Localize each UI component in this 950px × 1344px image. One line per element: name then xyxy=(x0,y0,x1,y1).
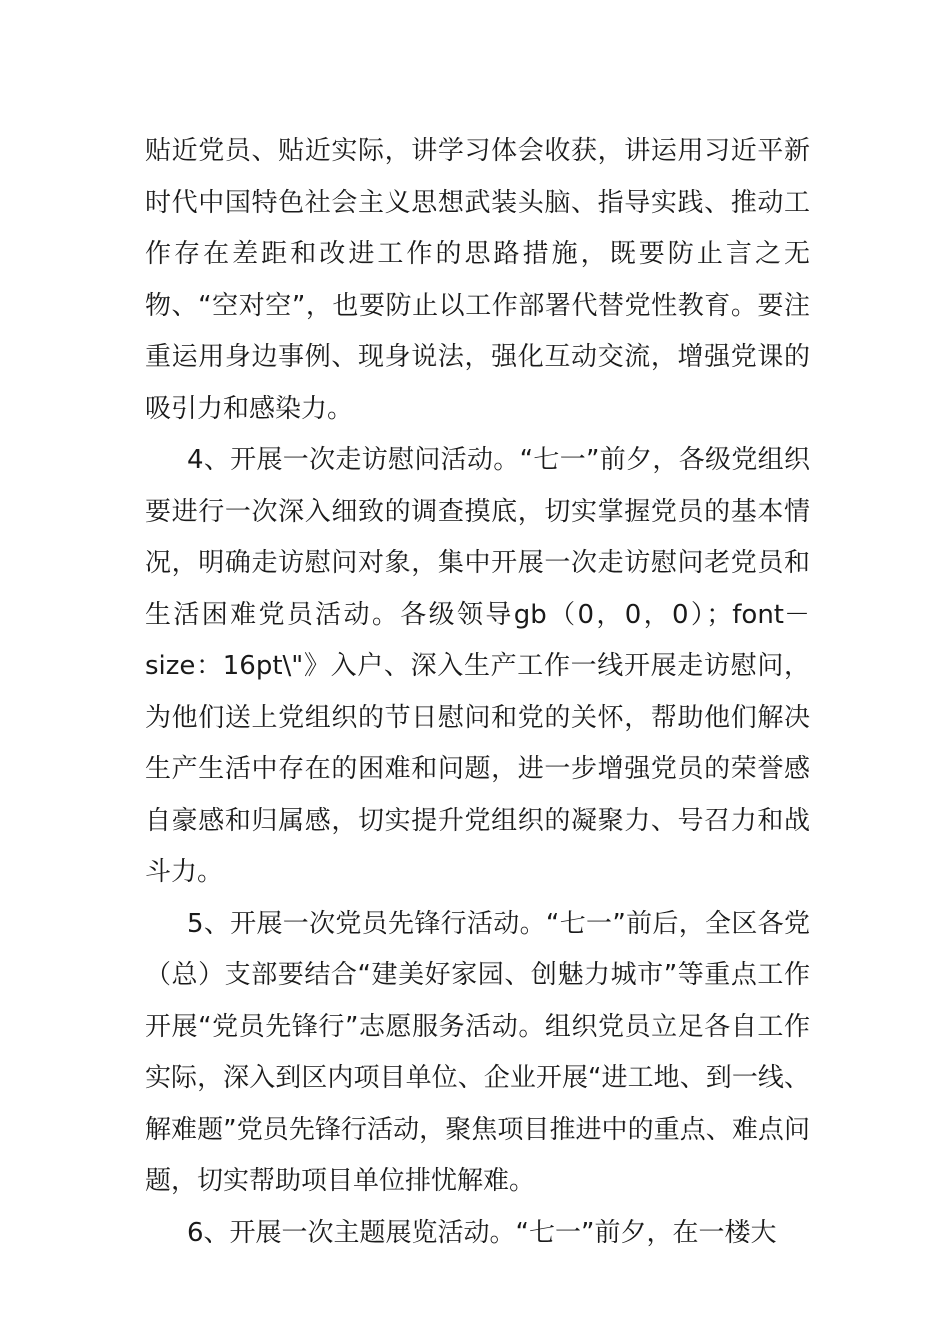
paragraph-item-6: 6、开展一次主题展览活动。“七一”前夕，在一楼大 xyxy=(187,1217,777,1248)
paragraph-item-5: 5、开展一次党员先锋行活动。“七一”前后，全区各党（总）支部要结合“建美好家园、创魅力城市”等重点工作开展“党员先锋行”志愿服务活动。组织党员立足各自工作实际，深入到区内项目单位、企业开展“进工地、到一线、解难题”党员先锋行活动，聚焦项目推进中的重点、难点问题，切实帮助项目单位排忧解难。 xyxy=(145,908,810,1196)
document-body xyxy=(145,126,810,1259)
paragraph-item-4: 4、开展一次走访慰问活动。“七一”前夕，各级党组织要进行一次深入细致的调查摸底，切实掌握党员的基本情况，明确走访慰问对象，集中开展一次走访慰问老党员和生活困难党员活动。各级领导gb（0，0，0）；font－size：16pt\"》入户、深入生产工作一线开展走访慰问，为他们送上党组织的节日慰问和党的关怀，帮助他们解决生产生活中存在的困难和问题，进一步增强党员的荣誉感自豪感和归属感，切实提升党组织的凝聚力、号召力和战斗力。 xyxy=(145,445,810,887)
paragraph-continuation: 贴近党员、贴近实际，讲学习体会收获，讲运用习近平新时代中国特色社会主义思想武装头脑、指导实践、推动工作存在差距和改进工作的思路措施，既要防止言之无物、“空对空”，也要防止以工作部署代替党性教育。要注重运用身边事例、现身说法，强化互动交流，增强党课的吸引力和感染力。 xyxy=(145,136,810,424)
